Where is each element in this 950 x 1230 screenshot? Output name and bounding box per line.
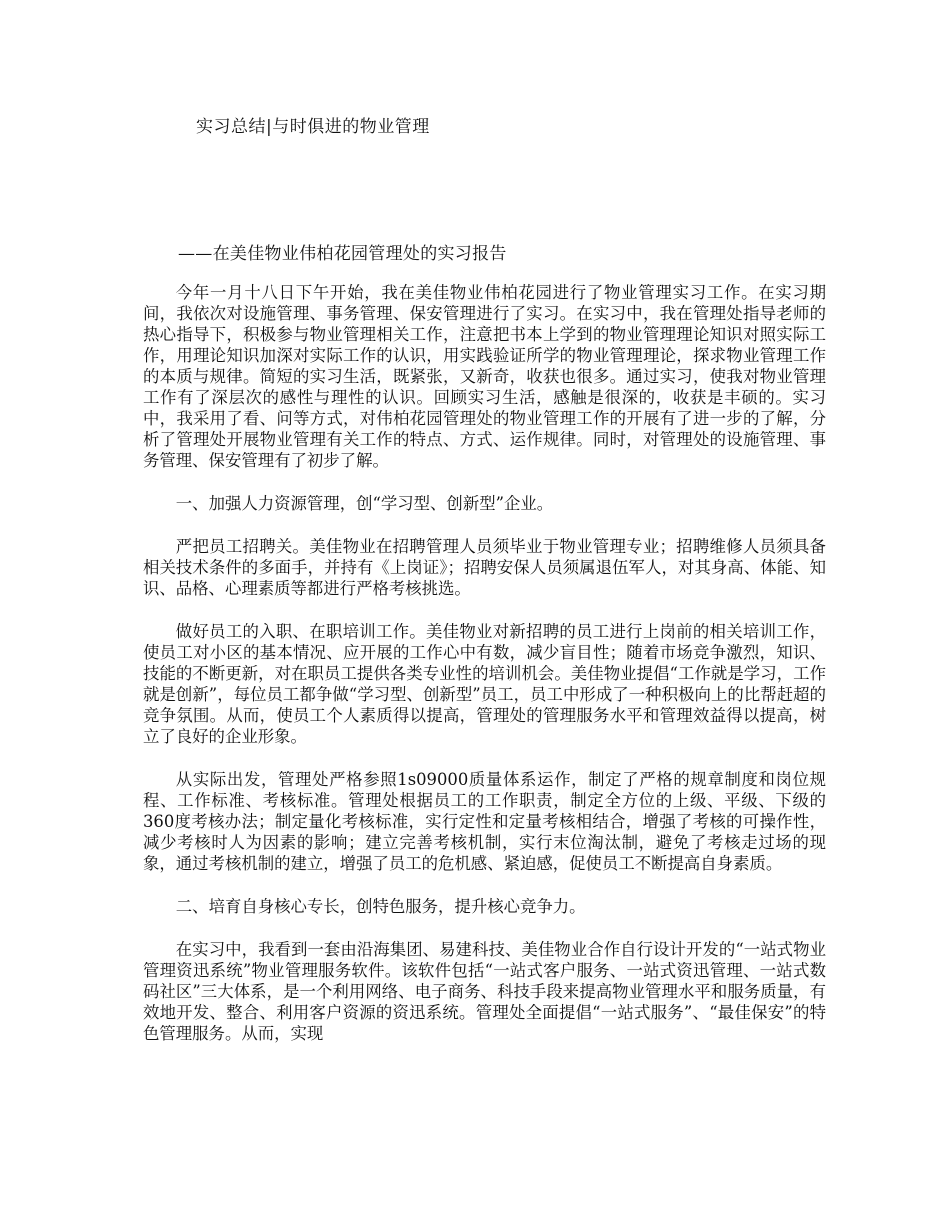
document-title: 实习总结|与时俱进的物业管理 bbox=[196, 117, 430, 137]
paragraph-intro: 今年一月十八日下午开始，我在美佳物业伟柏花园进行了物业管理实习工作。在实习期间，我依次对设施管理、事务管理、保安管理进行了实习。在实习中，我在管理处指导老师的热心指导下，积极参与物业管理相关工作，注意把书本上学到的物业管理理论知识对照实际工作，用理论知识加深对实际工作的认识，用实践验证所学的物业管理理论，探求物业管理工作的本质与规律。简短的实习生活，既紧张，又新奇，收获也很多。通过实习，使我对物业管理工作有了深层次的感性与理性的认识。回顾实习生活，感触是很深的，收获是丰硕的。实习中，我采用了看、问等方式，对伟柏花园管理处的物业管理工作的开展有了进一步的了解，分析了管理处开展物业管理有关工作的特点、方式、运作规律。同时，对管理处的设施管理、事务管理、保安管理有了初步了解。 bbox=[143, 283, 826, 470]
section-heading-one: 一、加强人力资源管理，创“学习型、创新型”企业。 bbox=[175, 494, 554, 513]
section-heading-two: 二、培育自身核心专长，创特色服务，提升核心竞争力。 bbox=[175, 897, 586, 916]
document-subtitle: ——在美佳物业伟柏花园管理处的实习报告 bbox=[178, 244, 507, 264]
document-body bbox=[143, 282, 826, 1066]
paragraph-software: 在实习中，我看到一套由沿海集团、易建科技、美佳物业合作自行设计开发的“一站式物业管理资迅系统”物业管理服务软件。该软件包括“一站式客户服务、一站式资迅管理、一站式数码社区”三大体系，是一个利用网络、电子商务、科技手段来提高物业管理水平和服务质量，有效地开发、整合、利用客户资源的资迅系统。管理处全面提倡“一站式服务”、“最佳保安”的特色管理服务。从而，实现 bbox=[143, 940, 826, 1043]
paragraph-assessment: 从实际出发，管理处严格参照1s09000质量体系运作，制定了严格的规章制度和岗位规程、工作标准、考核标准。管理处根据员工的工作职责，制定全方位的上级、平级、下级的360度考核办法；制定量化考核标准，实行定性和定量考核相结合，增强了考核的可操作性，减少考核时人为因素的影响；建立完善考核机制，实行末位淘汰制，避免了考核走过场的现象，通过考核机制的建立，增强了员工的危机感、紧迫感，促使员工不断提高自身素质。 bbox=[143, 770, 826, 873]
paragraph-training: 做好员工的入职、在职培训工作。美佳物业对新招聘的员工进行上岗前的相关培训工作，使员工对小区的基本情况、应开展的工作心中有数，减少盲目性；随着市场竞争激烈，知识、技能的不断更新，对在职员工提供各类专业性的培训机会。美佳物业提倡“工作就是学习，工作就是创新”，每位员工都争做“学习型、创新型”员工，员工中形成了一种积极向上的比帮赶超的竞争氛围。从而，使员工个人素质得以提高，管理处的管理服务水平和管理效益得以提高，树立了良好的企业形象。 bbox=[143, 622, 826, 746]
paragraph-recruitment: 严把员工招聘关。美佳物业在招聘管理人员须毕业于物业管理专业；招聘维修人员须具备相关技术条件的多面手，并持有《上岗证》；招聘安保人员须属退伍军人，对其身高、体能、知识、品格、心理素质等都进行严格考核挑选。 bbox=[143, 537, 826, 598]
